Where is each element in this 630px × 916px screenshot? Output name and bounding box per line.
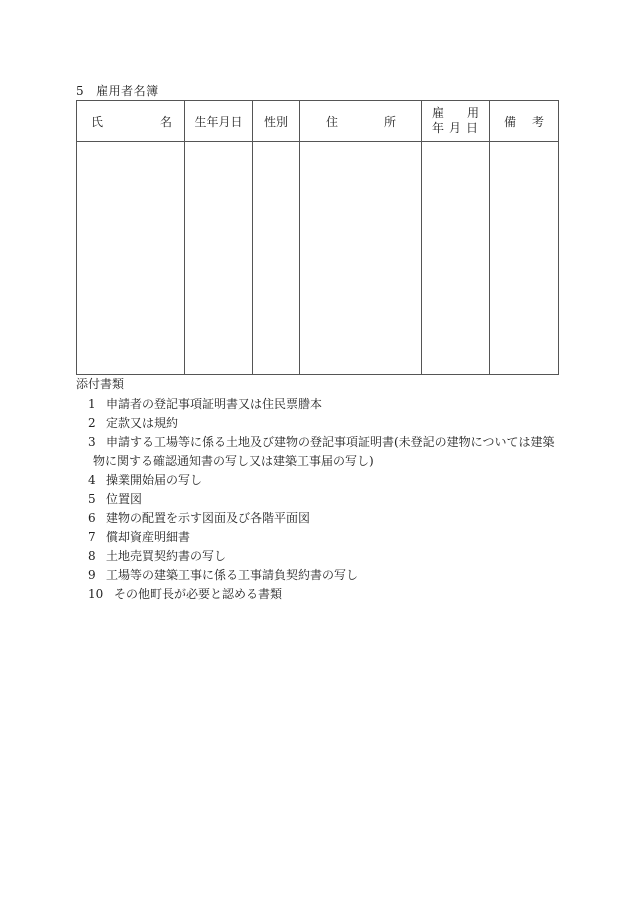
attachments-section bbox=[76, 376, 576, 604]
list-item: 1 申請者の登記事項証明書又は住民票謄本 bbox=[88, 397, 323, 411]
cell-remarks[interactable] bbox=[490, 142, 559, 375]
cell-address[interactable] bbox=[300, 142, 422, 375]
list-item: 7 償却資産明細書 bbox=[88, 530, 191, 544]
employee-roster-table bbox=[76, 100, 559, 375]
list-item: 4 操業開始届の写し bbox=[88, 473, 203, 487]
header-address: 住 所 bbox=[300, 101, 422, 142]
section-title-text: 雇用者名簿 bbox=[96, 84, 159, 98]
list-item: 3 申請する工場等に係る土地及び建物の登記事項証明書(未登記の建物については建築 bbox=[88, 435, 555, 449]
list-item: 6 建物の配置を示す図面及び各階平面図 bbox=[88, 511, 311, 525]
list-item: 9 工場等の建築工事に係る工事請負契約書の写し bbox=[88, 568, 359, 582]
attachments-heading: 添付書類 bbox=[76, 377, 125, 391]
header-remarks: 備 考 bbox=[490, 101, 559, 142]
cell-name[interactable] bbox=[77, 142, 185, 375]
list-item: 2 定款又は規約 bbox=[88, 416, 179, 430]
cell-gender[interactable] bbox=[253, 142, 300, 375]
cell-birthdate[interactable] bbox=[185, 142, 253, 375]
section-title bbox=[76, 83, 159, 99]
list-item: 5 位置図 bbox=[88, 492, 143, 506]
list-item-continuation: 物に関する確認通知書の写し又は建築工事届の写し) bbox=[93, 454, 374, 468]
list-item: 10 その他町長が必要と認める書類 bbox=[88, 587, 283, 601]
cell-hire-date[interactable] bbox=[422, 142, 490, 375]
header-name: 氏 名 bbox=[77, 101, 185, 142]
header-birthdate: 生年月日 bbox=[185, 101, 253, 142]
header-hire-date: 雇 用 年 月 日 bbox=[422, 101, 490, 142]
table-header-row bbox=[77, 101, 559, 142]
header-gender: 性別 bbox=[253, 101, 300, 142]
section-number: 5 bbox=[76, 84, 85, 98]
list-item: 8 土地売買契約書の写し bbox=[88, 549, 227, 563]
table-row bbox=[77, 142, 559, 375]
